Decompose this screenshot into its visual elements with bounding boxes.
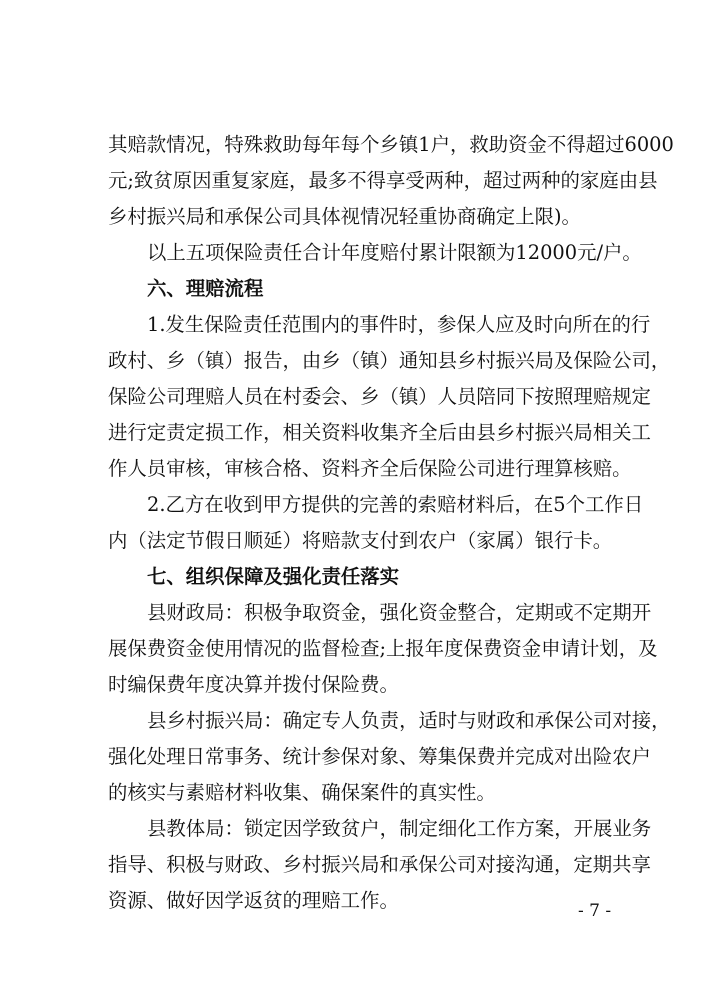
body-text-line: 其赔款情况，特殊救助每年每个乡镇1户，救助资金不得超过6000 — [108, 133, 674, 156]
body-text-line: 作人员审核，审核合格、资料齐全后保险公司进行理算核赔。 — [108, 457, 632, 480]
body-text-line: 强化处理日常事务、统计参保对象、筹集保费并完成对出险农户 — [108, 745, 651, 768]
section-heading: 七、组织保障及强化责任落实 — [147, 565, 400, 588]
body-text-line: 乡村振兴局和承保公司具体视情况轻重协商确定上限)。 — [108, 205, 581, 228]
body-text-line: 展保费资金使用情况的监督检查;上报年度保费资金申请计划，及 — [108, 637, 658, 660]
body-text-line: 保险公司理赔人员在村委会、乡（镇）人员陪同下按照理赔规定 — [108, 385, 651, 408]
body-text-line: 2.乙方在收到甲方提供的完善的索赔材料后，在5个工作日 — [147, 493, 644, 516]
body-text-line: 进行定责定损工作，相关资料收集齐全后由县乡村振兴局相关工 — [108, 421, 651, 444]
body-text-line: 的核实与素赔材料收集、确保案件的真实性。 — [108, 781, 496, 804]
page-number: - 7 - — [578, 901, 612, 921]
body-text-line: 县教体局：锁定因学致贫户，制定细化工作方案，开展业务 — [147, 817, 652, 840]
body-text-line: 内（法定节假日顺延）将赔款支付到农户（家属）银行卡。 — [108, 529, 613, 552]
body-text-line: 1.发生保险责任范围内的事件时，参保人应及时向所在的行 — [147, 313, 651, 336]
body-text-line: 以上五项保险责任合计年度赔付累计限额为12000元/户。 — [147, 241, 642, 264]
section-heading: 六、理赔流程 — [147, 277, 264, 300]
body-text-line: 政村、乡（镇）报告，由乡（镇）通知县乡村振兴局及保险公司， — [108, 349, 671, 372]
body-text-line: 县乡村振兴局：确定专人负责，适时与财政和承保公司对接， — [147, 709, 671, 732]
body-text-line: 时编保费年度决算并拨付保险费。 — [108, 673, 399, 696]
body-text-line: 元;致贫原因重复家庭，最多不得享受两种，超过两种的家庭由县 — [108, 169, 658, 192]
body-text-line: 县财政局：积极争取资金，强化资金整合，定期或不定期开 — [147, 601, 652, 624]
body-text-line: 指导、积极与财政、乡村振兴局和承保公司对接沟通，定期共享 — [108, 853, 651, 876]
body-text-line: 资源、做好因学返贫的理赔工作。 — [108, 889, 399, 912]
